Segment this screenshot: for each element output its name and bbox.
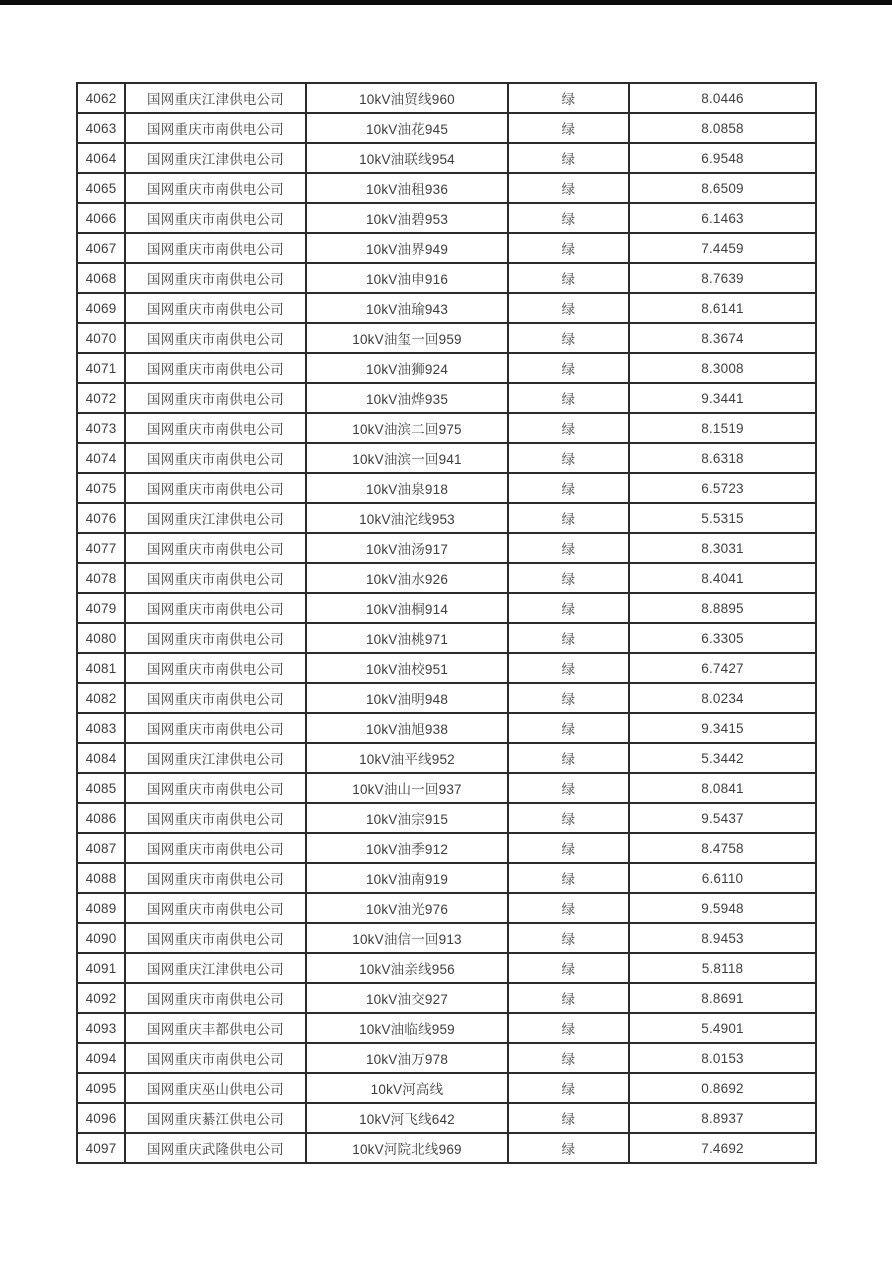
cell-status: 绿 — [508, 923, 629, 953]
cell-value: 9.3441 — [629, 383, 816, 413]
cell-line-name: 10kV油汤917 — [306, 533, 508, 563]
cell-status: 绿 — [508, 473, 629, 503]
cell-value: 9.5437 — [629, 803, 816, 833]
cell-value: 8.8691 — [629, 983, 816, 1013]
cell-company-name: 国网重庆市南供电公司 — [125, 923, 306, 953]
cell-value: 7.4459 — [629, 233, 816, 263]
cell-value: 6.9548 — [629, 143, 816, 173]
cell-serial-number: 4097 — [77, 1133, 125, 1163]
cell-status: 绿 — [508, 803, 629, 833]
table-row — [77, 773, 816, 803]
cell-serial-number: 4072 — [77, 383, 125, 413]
cell-line-name: 10kV油亲线956 — [306, 953, 508, 983]
cell-value: 8.3031 — [629, 533, 816, 563]
power-line-status-table — [76, 82, 817, 1164]
cell-status: 绿 — [508, 383, 629, 413]
cell-company-name: 国网重庆江津供电公司 — [125, 143, 306, 173]
cell-line-name: 10kV油贸线960 — [306, 83, 508, 113]
cell-value: 8.3674 — [629, 323, 816, 353]
cell-company-name: 国网重庆市南供电公司 — [125, 263, 306, 293]
cell-line-name: 10kV河飞线642 — [306, 1103, 508, 1133]
cell-serial-number: 4085 — [77, 773, 125, 803]
cell-line-name: 10kV油信一回913 — [306, 923, 508, 953]
cell-serial-number: 4077 — [77, 533, 125, 563]
cell-serial-number: 4066 — [77, 203, 125, 233]
cell-company-name: 国网重庆市南供电公司 — [125, 473, 306, 503]
cell-status: 绿 — [508, 683, 629, 713]
cell-line-name: 10kV油光976 — [306, 893, 508, 923]
table-row — [77, 233, 816, 263]
table-row — [77, 1133, 816, 1163]
cell-status: 绿 — [508, 563, 629, 593]
table-row — [77, 533, 816, 563]
cell-value: 6.7427 — [629, 653, 816, 683]
cell-status: 绿 — [508, 653, 629, 683]
cell-serial-number: 4092 — [77, 983, 125, 1013]
cell-line-name: 10kV油申916 — [306, 263, 508, 293]
cell-status: 绿 — [508, 203, 629, 233]
cell-status: 绿 — [508, 893, 629, 923]
cell-line-name: 10kV油南919 — [306, 863, 508, 893]
table-body — [77, 83, 816, 1163]
cell-status: 绿 — [508, 263, 629, 293]
cell-serial-number: 4063 — [77, 113, 125, 143]
table-row — [77, 293, 816, 323]
table-row — [77, 383, 816, 413]
cell-company-name: 国网重庆市南供电公司 — [125, 413, 306, 443]
cell-company-name: 国网重庆市南供电公司 — [125, 383, 306, 413]
cell-serial-number: 4090 — [77, 923, 125, 953]
cell-serial-number: 4094 — [77, 1043, 125, 1073]
cell-line-name: 10kV油校951 — [306, 653, 508, 683]
cell-value: 8.0446 — [629, 83, 816, 113]
cell-company-name: 国网重庆市南供电公司 — [125, 1043, 306, 1073]
cell-serial-number: 4062 — [77, 83, 125, 113]
cell-value: 8.0234 — [629, 683, 816, 713]
cell-value: 8.0858 — [629, 113, 816, 143]
table-row — [77, 143, 816, 173]
cell-status: 绿 — [508, 143, 629, 173]
table-row — [77, 623, 816, 653]
cell-line-name: 10kV油滨二回975 — [306, 413, 508, 443]
cell-company-name: 国网重庆綦江供电公司 — [125, 1103, 306, 1133]
cell-status: 绿 — [508, 533, 629, 563]
cell-status: 绿 — [508, 293, 629, 323]
cell-serial-number: 4071 — [77, 353, 125, 383]
cell-value: 9.5948 — [629, 893, 816, 923]
table-row — [77, 1073, 816, 1103]
cell-status: 绿 — [508, 1073, 629, 1103]
cell-serial-number: 4064 — [77, 143, 125, 173]
cell-serial-number: 4075 — [77, 473, 125, 503]
table-row — [77, 353, 816, 383]
cell-status: 绿 — [508, 83, 629, 113]
cell-line-name: 10kV油界949 — [306, 233, 508, 263]
cell-company-name: 国网重庆市南供电公司 — [125, 773, 306, 803]
cell-company-name: 国网重庆市南供电公司 — [125, 623, 306, 653]
page-top-edge-bar — [0, 0, 892, 5]
cell-status: 绿 — [508, 413, 629, 443]
table-row — [77, 503, 816, 533]
cell-value: 8.7639 — [629, 263, 816, 293]
table-row — [77, 203, 816, 233]
cell-serial-number: 4081 — [77, 653, 125, 683]
cell-serial-number: 4087 — [77, 833, 125, 863]
cell-serial-number: 4078 — [77, 563, 125, 593]
cell-line-name: 10kV油平线952 — [306, 743, 508, 773]
table-row — [77, 563, 816, 593]
cell-line-name: 10kV油明948 — [306, 683, 508, 713]
cell-value: 8.8937 — [629, 1103, 816, 1133]
table-row — [77, 593, 816, 623]
cell-line-name: 10kV油宗915 — [306, 803, 508, 833]
cell-line-name: 10kV油联线954 — [306, 143, 508, 173]
table-row — [77, 263, 816, 293]
cell-company-name: 国网重庆江津供电公司 — [125, 503, 306, 533]
cell-serial-number: 4088 — [77, 863, 125, 893]
cell-value: 8.6141 — [629, 293, 816, 323]
cell-serial-number: 4073 — [77, 413, 125, 443]
cell-value: 6.3305 — [629, 623, 816, 653]
cell-value: 6.1463 — [629, 203, 816, 233]
cell-value: 5.5315 — [629, 503, 816, 533]
cell-line-name: 10kV油交927 — [306, 983, 508, 1013]
cell-company-name: 国网重庆市南供电公司 — [125, 893, 306, 923]
cell-serial-number: 4067 — [77, 233, 125, 263]
cell-company-name: 国网重庆丰都供电公司 — [125, 1013, 306, 1043]
cell-value: 5.8118 — [629, 953, 816, 983]
cell-value: 7.4692 — [629, 1133, 816, 1163]
cell-value: 8.3008 — [629, 353, 816, 383]
cell-company-name: 国网重庆市南供电公司 — [125, 683, 306, 713]
cell-serial-number: 4084 — [77, 743, 125, 773]
cell-line-name: 10kV油滨一回941 — [306, 443, 508, 473]
cell-company-name: 国网重庆市南供电公司 — [125, 353, 306, 383]
cell-company-name: 国网重庆市南供电公司 — [125, 833, 306, 863]
cell-company-name: 国网重庆市南供电公司 — [125, 323, 306, 353]
cell-company-name: 国网重庆市南供电公司 — [125, 203, 306, 233]
cell-value: 8.0153 — [629, 1043, 816, 1073]
cell-line-name: 10kV河院北线969 — [306, 1133, 508, 1163]
cell-value: 0.8692 — [629, 1073, 816, 1103]
table-row — [77, 443, 816, 473]
cell-status: 绿 — [508, 773, 629, 803]
cell-value: 6.5723 — [629, 473, 816, 503]
cell-status: 绿 — [508, 503, 629, 533]
cell-serial-number: 4068 — [77, 263, 125, 293]
cell-status: 绿 — [508, 173, 629, 203]
cell-status: 绿 — [508, 1043, 629, 1073]
cell-company-name: 国网重庆市南供电公司 — [125, 233, 306, 263]
cell-value: 8.1519 — [629, 413, 816, 443]
cell-serial-number: 4070 — [77, 323, 125, 353]
cell-value: 8.8895 — [629, 593, 816, 623]
table-row — [77, 413, 816, 443]
cell-company-name: 国网重庆市南供电公司 — [125, 803, 306, 833]
cell-serial-number: 4083 — [77, 713, 125, 743]
cell-serial-number: 4082 — [77, 683, 125, 713]
table-row — [77, 863, 816, 893]
table-row — [77, 953, 816, 983]
cell-company-name: 国网重庆市南供电公司 — [125, 293, 306, 323]
cell-line-name: 10kV油旭938 — [306, 713, 508, 743]
cell-status: 绿 — [508, 1133, 629, 1163]
cell-status: 绿 — [508, 863, 629, 893]
cell-company-name: 国网重庆市南供电公司 — [125, 653, 306, 683]
cell-line-name: 10kV油季912 — [306, 833, 508, 863]
table-row — [77, 1103, 816, 1133]
cell-value: 8.4041 — [629, 563, 816, 593]
cell-serial-number: 4096 — [77, 1103, 125, 1133]
cell-serial-number: 4093 — [77, 1013, 125, 1043]
table-row — [77, 713, 816, 743]
table-row — [77, 1013, 816, 1043]
cell-status: 绿 — [508, 833, 629, 863]
cell-status: 绿 — [508, 713, 629, 743]
cell-status: 绿 — [508, 953, 629, 983]
cell-company-name: 国网重庆市南供电公司 — [125, 533, 306, 563]
table-row — [77, 803, 816, 833]
cell-line-name: 10kV油花945 — [306, 113, 508, 143]
cell-line-name: 10kV油泉918 — [306, 473, 508, 503]
cell-line-name: 10kV油狮924 — [306, 353, 508, 383]
cell-value: 9.3415 — [629, 713, 816, 743]
cell-line-name: 10kV油山一回937 — [306, 773, 508, 803]
cell-status: 绿 — [508, 593, 629, 623]
table-row — [77, 833, 816, 863]
cell-status: 绿 — [508, 1103, 629, 1133]
cell-value: 5.4901 — [629, 1013, 816, 1043]
table-row — [77, 1043, 816, 1073]
cell-value: 8.0841 — [629, 773, 816, 803]
table-row — [77, 323, 816, 353]
cell-serial-number: 4076 — [77, 503, 125, 533]
table-row — [77, 923, 816, 953]
cell-line-name: 10kV油玺一回959 — [306, 323, 508, 353]
cell-value: 8.4758 — [629, 833, 816, 863]
cell-company-name: 国网重庆市南供电公司 — [125, 983, 306, 1013]
cell-company-name: 国网重庆市南供电公司 — [125, 443, 306, 473]
cell-line-name: 10kV油瑜943 — [306, 293, 508, 323]
cell-line-name: 10kV油沱线953 — [306, 503, 508, 533]
cell-status: 绿 — [508, 323, 629, 353]
cell-serial-number: 4074 — [77, 443, 125, 473]
cell-status: 绿 — [508, 113, 629, 143]
cell-company-name: 国网重庆武隆供电公司 — [125, 1133, 306, 1163]
cell-company-name: 国网重庆市南供电公司 — [125, 563, 306, 593]
cell-line-name: 10kV油桐914 — [306, 593, 508, 623]
cell-status: 绿 — [508, 353, 629, 383]
cell-serial-number: 4069 — [77, 293, 125, 323]
cell-status: 绿 — [508, 233, 629, 263]
cell-status: 绿 — [508, 983, 629, 1013]
cell-company-name: 国网重庆市南供电公司 — [125, 173, 306, 203]
table-row — [77, 113, 816, 143]
cell-serial-number: 4091 — [77, 953, 125, 983]
cell-line-name: 10kV油临线959 — [306, 1013, 508, 1043]
cell-serial-number: 4079 — [77, 593, 125, 623]
cell-serial-number: 4089 — [77, 893, 125, 923]
cell-serial-number: 4065 — [77, 173, 125, 203]
table-row — [77, 653, 816, 683]
table-row — [77, 683, 816, 713]
cell-value: 8.6509 — [629, 173, 816, 203]
cell-status: 绿 — [508, 1013, 629, 1043]
cell-status: 绿 — [508, 443, 629, 473]
cell-line-name: 10kV油租936 — [306, 173, 508, 203]
cell-line-name: 10kV河高线 — [306, 1073, 508, 1103]
cell-status: 绿 — [508, 743, 629, 773]
cell-line-name: 10kV油桃971 — [306, 623, 508, 653]
cell-line-name: 10kV油水926 — [306, 563, 508, 593]
cell-company-name: 国网重庆巫山供电公司 — [125, 1073, 306, 1103]
cell-value: 8.9453 — [629, 923, 816, 953]
cell-company-name: 国网重庆江津供电公司 — [125, 743, 306, 773]
table-row — [77, 743, 816, 773]
table-row — [77, 83, 816, 113]
cell-company-name: 国网重庆市南供电公司 — [125, 593, 306, 623]
cell-line-name: 10kV油碧953 — [306, 203, 508, 233]
cell-status: 绿 — [508, 623, 629, 653]
cell-company-name: 国网重庆市南供电公司 — [125, 863, 306, 893]
cell-serial-number: 4080 — [77, 623, 125, 653]
cell-company-name: 国网重庆江津供电公司 — [125, 83, 306, 113]
table-row — [77, 473, 816, 503]
cell-company-name: 国网重庆市南供电公司 — [125, 113, 306, 143]
cell-company-name: 国网重庆市南供电公司 — [125, 713, 306, 743]
cell-value: 6.6110 — [629, 863, 816, 893]
table-row — [77, 983, 816, 1013]
cell-serial-number: 4095 — [77, 1073, 125, 1103]
cell-value: 8.6318 — [629, 443, 816, 473]
cell-value: 5.3442 — [629, 743, 816, 773]
cell-line-name: 10kV油烨935 — [306, 383, 508, 413]
table-row — [77, 173, 816, 203]
table-row — [77, 893, 816, 923]
cell-serial-number: 4086 — [77, 803, 125, 833]
cell-company-name: 国网重庆江津供电公司 — [125, 953, 306, 983]
cell-line-name: 10kV油万978 — [306, 1043, 508, 1073]
